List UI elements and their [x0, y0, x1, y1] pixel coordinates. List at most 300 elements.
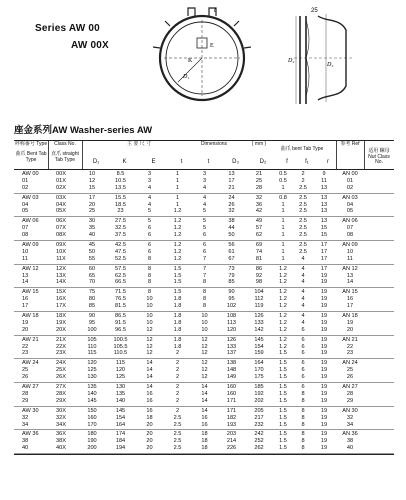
cell-class: 08X: [56, 232, 66, 239]
col-k: K: [122, 159, 127, 165]
cell-type: AW 24: [22, 360, 39, 367]
cell-d2: 232: [254, 421, 264, 428]
cell-d2: 36: [255, 201, 263, 208]
cell-d2: 154: [254, 343, 264, 350]
header-dimensions: Dimensions: [200, 141, 228, 147]
cell-tm: 12: [201, 343, 208, 350]
cell-tm: 5: [202, 208, 207, 215]
cell-k: 130: [115, 384, 126, 391]
cell-type: 04: [22, 201, 29, 208]
cell-tm: 3: [202, 171, 207, 177]
cell-d2: 25: [255, 177, 263, 184]
cell-f1: 2.5: [299, 232, 307, 239]
cell-f: 1.5: [279, 414, 287, 421]
cell-r: 19: [320, 431, 328, 438]
cell-f: 0.8: [279, 194, 287, 201]
cell-d3: 50: [228, 232, 235, 239]
washer-spec-table: [14, 140, 394, 455]
cell-r: 19: [320, 414, 328, 421]
cell-tm: 7: [202, 265, 207, 272]
cell-f: 1: [281, 208, 285, 215]
cell-d2: 62: [255, 232, 263, 239]
cell-t: 2: [175, 407, 180, 414]
row-group: [14, 312, 394, 336]
table-row: [14, 178, 394, 185]
cell-t: 1.8: [173, 343, 182, 350]
cell-d1: 80: [88, 296, 96, 303]
cell-class: 17X: [56, 303, 66, 310]
cell-f: 1.5: [279, 384, 287, 391]
cell-r: 19: [320, 421, 328, 428]
cell-k: 105.5: [113, 343, 128, 350]
row-group: [14, 265, 394, 289]
cell-r: 19: [320, 445, 328, 452]
cell-class: 30X: [56, 407, 66, 414]
cell-k: 135: [115, 390, 126, 397]
cell-class: 23X: [56, 350, 66, 357]
cell-ref: AN 27: [342, 384, 358, 391]
cell-t: 2.5: [173, 438, 182, 445]
header-type-bent: 曲爪 Bent Tab Type: [15, 151, 47, 163]
cell-r: 19: [320, 279, 328, 286]
table-row: [14, 208, 394, 215]
cell-ref: AN 15: [342, 289, 358, 296]
cell-class: 16X: [56, 296, 66, 303]
cell-type: AW 30: [22, 407, 39, 414]
cell-ref: AN 30: [342, 407, 358, 414]
cell-e: 18: [146, 414, 153, 421]
cell-f1: 8: [301, 397, 305, 404]
row-group: [14, 407, 394, 431]
cell-f1: 6: [301, 360, 305, 367]
cell-d3: 148: [226, 367, 237, 374]
cell-type: 23: [22, 350, 29, 357]
cell-tm: 14: [201, 407, 208, 414]
cell-ref: AN 09: [342, 242, 358, 249]
cell-class: 11X: [56, 255, 66, 262]
cell-d3: 95: [228, 296, 235, 303]
cell-d2: 192: [254, 390, 264, 397]
cell-d3: 120: [226, 326, 237, 333]
cell-tm: 14: [201, 397, 208, 404]
cell-e: 16: [146, 407, 153, 414]
table-row: [14, 279, 394, 286]
cell-d1: 90: [88, 313, 96, 320]
cell-e: 14: [146, 384, 153, 391]
cell-f1: 6: [301, 350, 305, 357]
row-group: [14, 430, 394, 454]
cell-d3: 79: [228, 272, 235, 279]
cell-f: 0.5: [279, 177, 287, 184]
cell-f1: 2.5: [299, 248, 307, 255]
col-e: E: [151, 159, 156, 165]
cell-class: 25X: [56, 367, 66, 374]
cell-e: 12: [146, 350, 153, 357]
cell-d2: 145: [254, 336, 264, 343]
cell-tm: 14: [201, 390, 208, 397]
cell-f1: 8: [301, 438, 305, 445]
cell-e: 12: [146, 326, 153, 333]
cell-tm: 12: [201, 350, 208, 357]
cell-d1: 60: [88, 265, 96, 272]
cell-f: 1.2: [279, 279, 287, 286]
cell-class: 27X: [56, 384, 66, 391]
cell-t: 2.5: [173, 431, 182, 438]
cell-class: 32X: [56, 414, 66, 421]
cell-type: 02: [22, 184, 29, 191]
cell-d3: 149: [226, 374, 237, 381]
cell-f1: 4: [301, 319, 305, 326]
cell-type: AW 00: [22, 171, 39, 177]
cell-d1: 20: [88, 201, 96, 208]
cell-f: 1: [281, 225, 285, 232]
cell-type: 28: [22, 390, 29, 397]
cell-t: 1.8: [173, 296, 182, 303]
cell-f1: 6: [301, 326, 305, 333]
cell-type: AW 09: [22, 242, 39, 249]
cell-d3: 171: [226, 397, 237, 404]
table-row: [14, 367, 394, 374]
cell-tm: 16: [201, 414, 208, 421]
cell-f1: 8: [301, 407, 305, 414]
cell-d3: 138: [226, 360, 237, 367]
col-tm: t: [207, 159, 210, 165]
cell-tm: 18: [201, 438, 208, 445]
cell-type: 32: [22, 414, 29, 421]
cell-ref: 38: [346, 438, 354, 445]
cell-e: 10: [146, 313, 153, 320]
cell-t: 1: [175, 201, 180, 208]
cell-e: 14: [146, 367, 153, 374]
cell-f: 1.5: [279, 445, 287, 452]
cell-f1: 6: [301, 384, 305, 391]
cell-type: AW 15: [22, 289, 39, 296]
col-d3: D₃: [232, 159, 239, 165]
cell-d2: 159: [254, 350, 264, 357]
cell-d1: 140: [87, 390, 97, 397]
cell-k: 174: [115, 431, 126, 438]
cell-type: 14: [22, 279, 29, 286]
cell-e: 10: [146, 296, 153, 303]
cell-d3: 108: [226, 313, 237, 320]
cell-type: AW 12: [22, 265, 39, 272]
cell-f: 1: [281, 248, 285, 255]
cell-type: 16: [22, 296, 29, 303]
table-row: [14, 195, 394, 202]
cell-class: 05X: [56, 208, 66, 215]
cell-r: 15: [320, 232, 328, 239]
cell-ref: 22: [346, 343, 354, 350]
cell-d3: 73: [228, 265, 235, 272]
cell-ref: 34: [346, 421, 354, 428]
cell-k: 154: [115, 414, 126, 421]
cell-d2: 42: [255, 208, 263, 215]
row-group: [14, 336, 394, 360]
cell-r: 17: [320, 242, 328, 249]
cell-ref: 08: [346, 232, 354, 239]
cell-f: 1.2: [279, 296, 287, 303]
cell-ref: 10: [346, 248, 354, 255]
table-row: [14, 289, 394, 296]
cell-t: 1.8: [173, 303, 182, 310]
cell-d2: 28: [255, 184, 263, 191]
cell-d1: 105: [87, 336, 97, 343]
cell-f: 1.5: [279, 390, 287, 397]
cell-d1: 75: [88, 289, 96, 296]
cell-ref: AN 12: [342, 265, 358, 272]
cell-tm: 10: [201, 326, 208, 333]
cell-k: 100.5: [113, 336, 128, 343]
cell-f: 1.5: [279, 350, 287, 357]
cell-type: AW 21: [22, 336, 39, 343]
cell-r: 19: [320, 303, 328, 310]
cell-ref: AN 36: [342, 431, 358, 438]
cell-ref: 19: [346, 319, 354, 326]
cell-r: 19: [320, 360, 328, 367]
cell-d1: 170: [87, 421, 97, 428]
cell-tm: 4: [202, 184, 207, 191]
cell-r: 13: [320, 208, 328, 215]
cell-d2: 133: [254, 319, 264, 326]
cell-t: 1.2: [173, 242, 182, 249]
cell-e: 8: [147, 265, 152, 272]
cell-k: 18.5: [115, 201, 126, 208]
cell-r: 19: [320, 326, 328, 333]
cell-e: 4: [147, 194, 152, 201]
cell-d3: 113: [227, 319, 236, 326]
cell-k: 27.5: [115, 218, 126, 225]
label-dim-25: 25: [311, 8, 318, 14]
table-row: [14, 327, 394, 334]
cell-d3: 160: [226, 390, 237, 397]
cell-r: 19: [320, 336, 328, 343]
label-d3: D₃: [327, 62, 334, 68]
cell-d2: 126: [254, 313, 264, 320]
table-row: [14, 266, 394, 273]
cell-type: AW 06: [22, 218, 39, 225]
cell-d3: 102: [226, 303, 237, 310]
cell-e: 8: [147, 255, 152, 262]
table-row: [14, 296, 394, 303]
cell-t: 1.2: [173, 225, 182, 232]
cell-ref: 07: [346, 225, 354, 232]
cell-f1: 6: [301, 374, 305, 381]
cell-class: 06X: [56, 218, 66, 225]
cell-r: 9: [322, 171, 326, 177]
cell-d3: 32: [228, 208, 235, 215]
cell-f: 1: [281, 255, 285, 262]
cell-f1: 2.5: [299, 208, 307, 215]
cell-e: 8: [147, 272, 152, 279]
header-unit: ( mm ): [251, 141, 267, 147]
table-row: [14, 320, 394, 327]
cell-type: AW 27: [22, 384, 39, 391]
cell-d1: 115: [87, 350, 97, 357]
cell-k: 194: [115, 445, 126, 452]
cell-type: 01: [22, 177, 29, 184]
cell-class: 26X: [56, 374, 66, 381]
cell-tm: 6: [202, 248, 207, 255]
cell-d3: 182: [226, 414, 237, 421]
cell-d2: 185: [254, 384, 264, 391]
cell-ref: 28: [346, 390, 354, 397]
cell-k: 23: [117, 208, 124, 215]
cell-type: 34: [22, 421, 29, 428]
cell-class: 13X: [56, 272, 66, 279]
cell-type: AW 36: [22, 431, 39, 438]
table-row: [14, 337, 394, 344]
cell-d2: 32: [255, 194, 263, 201]
cell-f: 1.5: [279, 360, 287, 367]
cell-d1: 17: [88, 194, 96, 201]
cell-f1: 8: [301, 431, 305, 438]
cell-t: 1.5: [173, 279, 182, 286]
table-row: [14, 242, 394, 249]
cell-f1: 6: [301, 367, 305, 374]
table-body: [14, 170, 394, 454]
cell-tm: 8: [202, 289, 207, 296]
cell-t: 1: [175, 177, 180, 184]
cell-k: 120: [115, 367, 126, 374]
cell-f1: 4: [301, 303, 305, 310]
cell-t: 2: [175, 350, 180, 357]
cell-r: 19: [320, 390, 328, 397]
cell-t: 1.8: [173, 326, 182, 333]
cell-tm: 5: [202, 225, 207, 232]
cell-e: 14: [146, 374, 153, 381]
cell-e: 6: [147, 248, 152, 255]
cell-d1: 12: [88, 177, 96, 184]
cell-d2: 170: [254, 367, 264, 374]
cell-k: 8.5: [116, 171, 125, 177]
cell-e: 4: [147, 184, 152, 191]
table-row: [14, 374, 394, 381]
cell-tm: 12: [201, 360, 208, 367]
cell-d3: 193: [226, 421, 237, 428]
cell-e: 4: [147, 201, 152, 208]
cell-class: 28X: [56, 390, 66, 397]
cell-r: 15: [320, 225, 328, 232]
cell-class: 29X: [56, 397, 66, 404]
cell-f: 1.2: [279, 319, 287, 326]
cell-f1: 2.5: [299, 242, 307, 249]
cell-ref: 16: [346, 296, 354, 303]
cell-tm: 6: [202, 232, 207, 239]
cell-f: 1.2: [279, 303, 287, 310]
cell-d3: 137: [226, 350, 237, 357]
row-group: [14, 288, 394, 312]
cell-ref: AN 03: [342, 194, 358, 201]
row-group: [14, 217, 394, 241]
table-row: [14, 344, 394, 351]
cell-d2: 69: [255, 242, 263, 249]
cell-d1: 40: [88, 232, 96, 239]
table-row: [14, 422, 394, 429]
cell-f: 0.5: [279, 171, 287, 177]
label-d1: D₁: [183, 74, 190, 80]
header-dim-cn: 主 要 尺 寸: [126, 141, 152, 147]
row-group: [14, 170, 394, 194]
header-ref: 参考 Ref: [340, 141, 360, 147]
cell-e: 10: [146, 319, 153, 326]
cell-t: 1.2: [173, 255, 182, 262]
cell-d1: 30: [88, 218, 96, 225]
table-row: [14, 313, 394, 320]
cell-k: 86.5: [115, 313, 126, 320]
cell-r: 19: [320, 407, 328, 414]
cell-ref: AN 21: [342, 336, 358, 343]
row-group: [14, 383, 394, 407]
cell-tm: 4: [202, 194, 207, 201]
cell-f1: 4: [301, 313, 305, 320]
washer-front-view: [153, 8, 251, 100]
table-row: [14, 249, 394, 256]
cell-t: 2: [175, 384, 180, 391]
table-row: [14, 273, 394, 280]
cell-e: 12: [146, 336, 153, 343]
cell-k: 10.5: [115, 177, 126, 184]
table-row: [14, 185, 394, 192]
col-d1: D₁: [92, 159, 100, 165]
cell-d3: 133: [226, 343, 237, 350]
cell-f1: 4: [301, 296, 305, 303]
cell-r: 17: [320, 255, 328, 262]
cell-k: 42.5: [115, 242, 126, 249]
table-row: [14, 360, 394, 367]
cell-f: 1: [281, 201, 285, 208]
cell-tm: 10: [201, 319, 208, 326]
cell-d3: 126: [226, 336, 237, 343]
cell-tm: 16: [201, 421, 208, 428]
washer-drawing: [0, 0, 406, 120]
cell-f1: 4: [301, 265, 305, 272]
cell-d2: 21: [255, 171, 263, 177]
cell-r: 19: [320, 313, 328, 320]
cell-ref: AN 18: [342, 313, 358, 320]
cell-d2: 252: [254, 438, 264, 445]
cell-f1: 2: [301, 171, 305, 177]
cell-k: 145: [115, 407, 126, 414]
cell-f: 1.5: [279, 367, 287, 374]
table-row: [14, 171, 394, 178]
cell-k: 96.5: [115, 326, 126, 333]
cell-ref: 11: [347, 255, 353, 262]
cell-f: 1.5: [279, 374, 287, 381]
cell-d1: 70: [88, 279, 96, 286]
cell-d1: 50: [88, 248, 96, 255]
cell-t: 1: [175, 184, 180, 191]
cell-f1: 6: [301, 336, 305, 343]
cell-f1: 4: [301, 255, 305, 262]
cell-d1: 110: [87, 343, 97, 350]
cell-k: 76.5: [115, 296, 126, 303]
col-r: r: [327, 159, 329, 165]
cell-k: 47.5: [115, 248, 126, 255]
cell-tm: 14: [201, 384, 208, 391]
cell-ref: 17: [346, 303, 354, 310]
cell-class: 40X: [56, 445, 66, 452]
cell-e: 14: [146, 360, 153, 367]
cell-r: 19: [320, 397, 328, 404]
cell-ref: 14: [346, 279, 354, 286]
cell-ref: 20: [346, 326, 354, 333]
cell-f1: 2.5: [299, 194, 307, 201]
cell-type: 40: [22, 445, 29, 452]
cell-type: 10: [22, 248, 29, 255]
cell-tm: 3: [202, 177, 207, 184]
cell-d2: 217: [254, 414, 264, 421]
cell-r: 19: [320, 289, 328, 296]
